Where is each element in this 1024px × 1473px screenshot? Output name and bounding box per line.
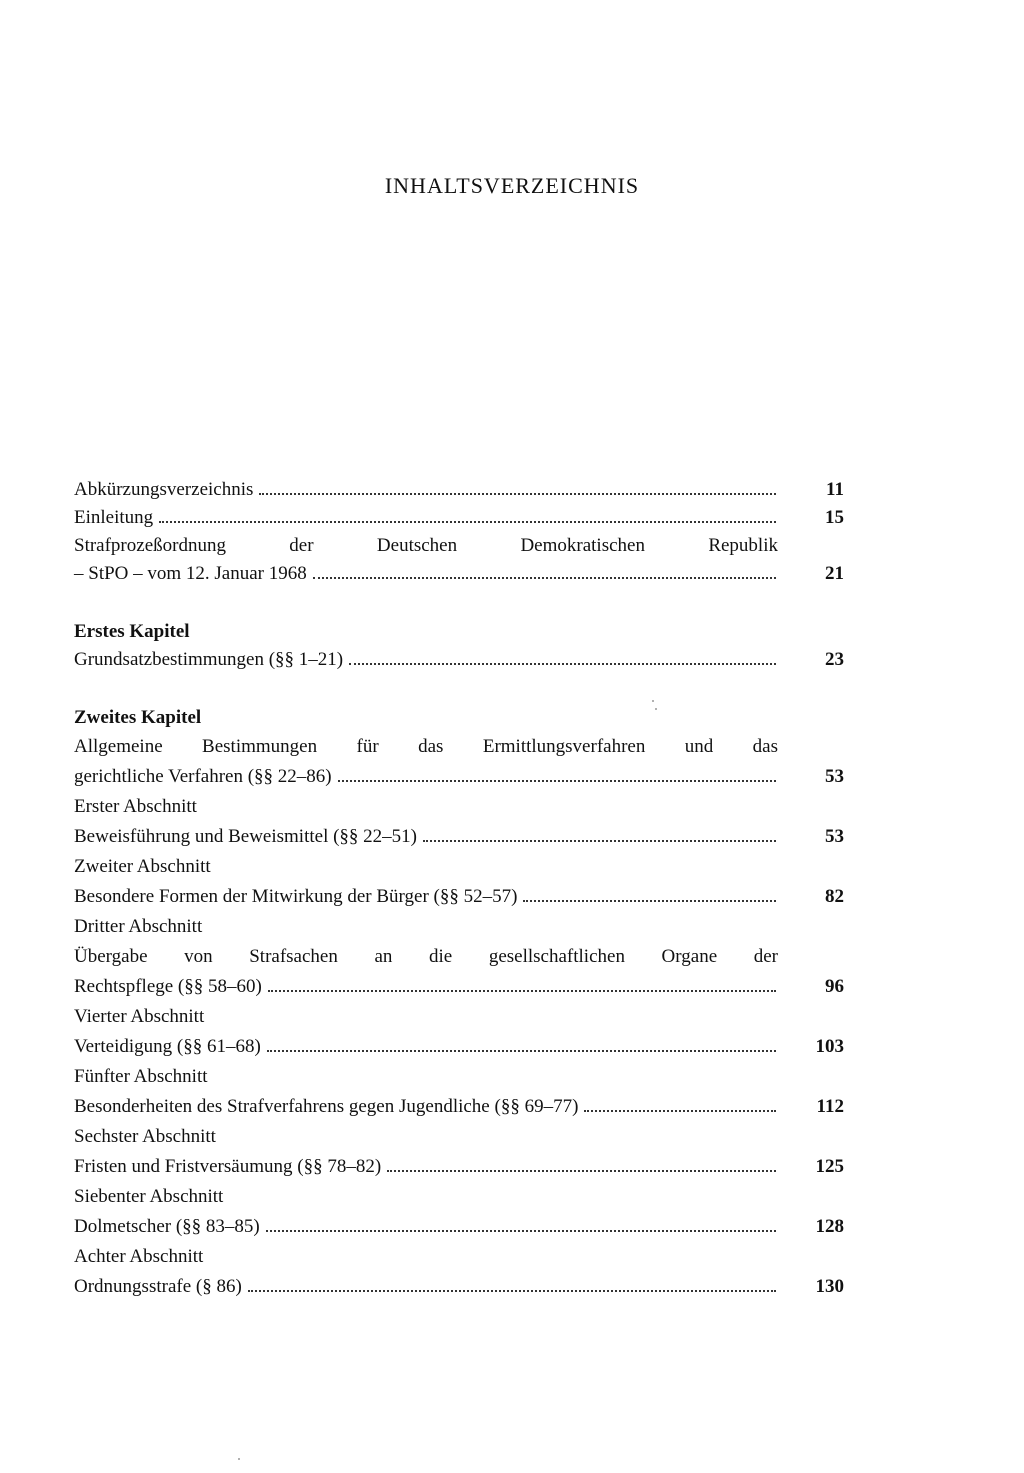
toc-page-number: 21: [825, 563, 844, 584]
section-heading: Achter Abschnitt: [74, 1246, 204, 1267]
toc-entry-label: Verteidigung (§§ 61–68): [74, 1036, 261, 1057]
chapter-heading-1: Erstes Kapitel: [74, 621, 190, 642]
section-heading: Zweiter Abschnitt: [74, 856, 211, 877]
toc-entry-section-7[interactable]: [74, 1212, 844, 1242]
scan-speck: [655, 708, 657, 710]
toc-entry-grundsatz[interactable]: [74, 646, 844, 674]
dot-leader: [523, 900, 776, 902]
toc-entry-section-6[interactable]: [74, 1152, 844, 1182]
toc-page-number: 125: [815, 1156, 844, 1177]
toc-entry-label: Ordnungsstrafe (§ 86): [74, 1276, 242, 1297]
section-heading: Fünfter Abschnitt: [74, 1066, 208, 1087]
toc-entry-section-1[interactable]: [74, 822, 844, 852]
page-title: INHALTSVERZEICHNIS: [384, 172, 640, 198]
toc-page-number: 96: [825, 976, 844, 997]
toc-entry-section-8[interactable]: [74, 1272, 844, 1302]
toc-entry-label: Einleitung: [74, 507, 154, 528]
dot-leader: [338, 780, 776, 782]
toc-page-number: 53: [825, 826, 844, 847]
toc-page-number: 53: [825, 766, 844, 787]
toc-entry-stpo[interactable]: [74, 560, 844, 588]
toc-entry-label: Beweisführung und Beweismittel (§§ 22–51): [74, 826, 418, 847]
toc-entry-label: Grundsatzbestimmungen (§§ 1–21): [74, 649, 344, 670]
toc-entry-section-3-line1: [74, 942, 844, 972]
toc-entry-label: – StPO – vom 12. Januar 1968: [74, 563, 307, 584]
dot-leader: [266, 1230, 776, 1232]
scan-speck: [652, 700, 654, 702]
toc-page-number: 11: [826, 479, 844, 500]
toc-entry-stpo-line1: [74, 532, 844, 560]
chapter-heading-2: Zweites Kapitel: [74, 707, 202, 728]
toc-entry-label: Allgemeine Bestimmungen für das Ermittlungsverfahren und das: [74, 736, 778, 757]
toc-entry-section-3[interactable]: [74, 972, 844, 1002]
dot-leader: [349, 663, 776, 665]
toc-entry-label: Fristen und Fristversäumung (§§ 78–82): [74, 1156, 382, 1177]
toc-entry-section-2[interactable]: [74, 882, 844, 912]
toc-entry-label: Besonderheiten des Strafverfahrens gegen Jugendliche (§§ 69–77): [74, 1096, 579, 1117]
dot-leader: [267, 1050, 776, 1052]
toc-entry-label: Rechtspflege (§§ 58–60): [74, 976, 262, 997]
toc-page-number: 130: [815, 1276, 844, 1297]
dot-leader: [387, 1170, 776, 1172]
toc-entry-label: Dolmetscher (§§ 83–85): [74, 1216, 260, 1237]
toc-entry-einleitung[interactable]: [74, 504, 844, 532]
toc-entry-section-4[interactable]: [74, 1032, 844, 1062]
toc-entry-label: gerichtliche Verfahren (§§ 22–86): [74, 766, 332, 787]
section-heading: Siebenter Abschnitt: [74, 1186, 224, 1207]
toc-page-number: 23: [825, 649, 844, 670]
toc-entry-section-5[interactable]: [74, 1092, 844, 1122]
toc-entry-label: Abkürzungsverzeichnis: [74, 479, 254, 500]
scan-speck: [238, 1458, 240, 1460]
dot-leader: [259, 493, 776, 495]
toc-page-number: 82: [825, 886, 844, 907]
toc-page-number: 103: [815, 1036, 844, 1057]
section-heading: Vierter Abschnitt: [74, 1006, 205, 1027]
dot-leader: [313, 577, 776, 579]
toc-entry-allgemein-line1: [74, 732, 844, 762]
toc-entry-label: Strafprozeßordnung der Deutschen Demokratischen Republik: [74, 535, 778, 556]
section-heading: Sechster Abschnitt: [74, 1126, 216, 1147]
toc-entry-label: Besondere Formen der Mitwirkung der Bürger (§§ 52–57): [74, 886, 518, 907]
dot-leader: [248, 1290, 776, 1292]
table-of-contents: [74, 476, 844, 1302]
toc-page-number: 15: [825, 507, 844, 528]
toc-entry-allgemein[interactable]: [74, 762, 844, 792]
dot-leader: [268, 990, 776, 992]
dot-leader: [159, 521, 776, 523]
toc-page-number: 112: [816, 1096, 844, 1117]
toc-entry-label: Übergabe von Strafsachen an die gesellschaftlichen Organe der: [74, 946, 778, 967]
toc-page-number: 128: [815, 1216, 844, 1237]
section-heading: Erster Abschnitt: [74, 796, 197, 817]
section-heading: Dritter Abschnitt: [74, 916, 203, 937]
toc-entry-abkuerzungen[interactable]: [74, 476, 844, 504]
dot-leader: [423, 840, 776, 842]
dot-leader: [584, 1110, 776, 1112]
